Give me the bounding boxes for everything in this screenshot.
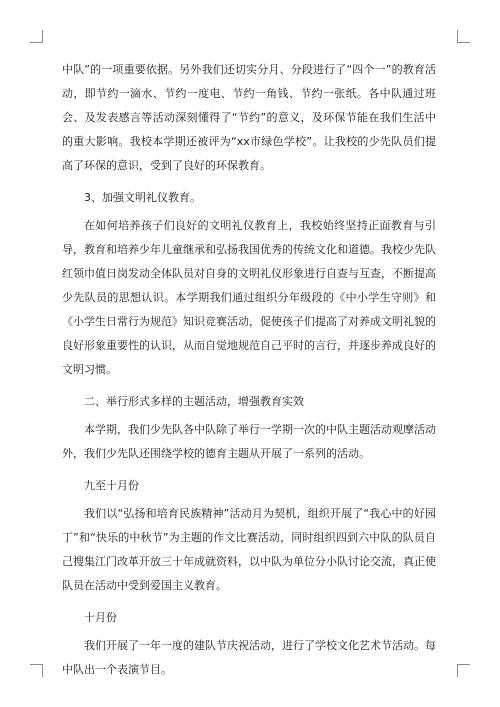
paragraph-october: 我们开展了一年一度的建队节庆祝活动，进行了学校文化艺术节活动。每中队出一个表演节目。 [62,639,436,676]
section-heading-etiquette: 3、加强文明礼仪教育。 [84,191,201,204]
crop-mark-top-left [30,30,43,43]
paragraph-activities-intro: 本学期，我们少先队各中队除了举行一学期一次的中队主题活动观摩活动外，我们少先队还围绕学校的德育主题从开展了一系列的活动。 [62,423,436,460]
crop-mark-bottom-left [30,664,43,677]
paragraph-etiquette: 在如何培养孩子们良好的文明礼仪教育上，我校始终坚持正面教育与引导，教育和培养少年儿童继承和弘扬我国优秀的传统文化和道德。我校少先队红领巾值日岗发动全体队员对自身的文明礼仪形象进行自查与互查，不断提高少先队员的思想认识。本学期我们通过组织分年级段的《中小学生守则》和《小学生日常行为规范》知识竞赛活动，促使孩子们提高了对养成文明礼貌的良好形象重要性的认识，从而自觉地规范自己平时的言行，并逐步养成良好的文明习惯。 [62,219,436,376]
section-heading-activities: 二、举行形式多样的主题活动，增强教育实效 [84,395,304,408]
subheading-sept-oct: 九至十月份 [84,479,139,492]
crop-mark-top-right [457,30,470,43]
crop-mark-bottom-right [457,664,470,677]
document-body [62,58,436,690]
subheading-october: 十月份 [84,611,117,624]
paragraph-sept-oct: 我们以“弘扬和培育民族精神”活动月为契机，组织开展了“我心中的好园丁”和“快乐的中秋节”为主题的作文比赛活动，同时组织四到六中队的队员自己搜集江门改革开放三十年成就资料，以中队为单位分小队讨论交流，真正使队员在活动中受到爱国主义教育。 [62,507,436,592]
paragraph-continued: 中队”的一项重要依据。另外我们还切实分月、分段进行了“四个一”的教育活动，即节约一滴水、节约一度电、节约一角钱、节约一张纸。各中队通过班会、及发表感言等活动深刻懂得了“节约”的意义，及环保节能在我们生活中的重大影响。我校本学期还被评为“xx市绿色学校”。让我校的少先队员们提高了环保的意识，受到了良好的环保教育。 [62,63,436,172]
